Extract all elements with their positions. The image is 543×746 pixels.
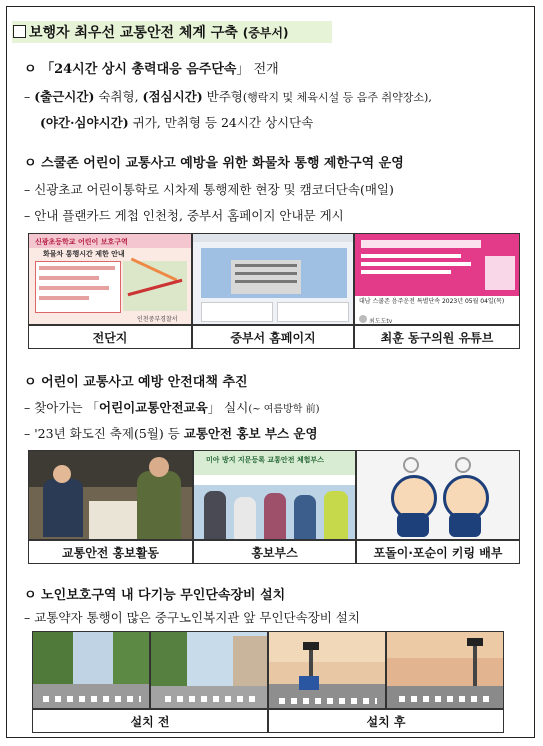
flyer-image: 신광초등학교 어린이 보호구역 화물차 통행시간 제한 안내 인천중부경찰서 — [28, 233, 192, 325]
section2-line2: – 안내 플랜카드 게첩 인천청, 중부서 홈페이지 안내문 게시 — [24, 208, 344, 223]
promo-booth-photo: 미아 방지 지문등록 교통안전 체험부스 — [193, 450, 356, 540]
keyring-photo — [356, 450, 520, 540]
caption-flyer: 전단지 — [28, 325, 192, 349]
section4-line1: – 교통약자 통행이 많은 중구노인복지관 앞 무인단속장비 설치 — [24, 610, 360, 625]
section3-line1: – 찾아가는 「어린이교통안전교육」 실시(~ 여름방학 前) — [24, 400, 320, 415]
before-photo-1 — [32, 631, 150, 709]
homepage-screenshot — [192, 233, 354, 325]
checkbox-square-icon — [13, 25, 26, 38]
section3-heading: ㅇ 어린이 교통사고 예방 안전대책 추진 — [24, 375, 248, 390]
section1-line2: (야간·심야시간) 귀가, 만취형 등 24시간 상시단속 — [40, 115, 314, 130]
section4-heading: ㅇ 노인보호구역 내 다기능 무인단속장비 설치 — [24, 588, 286, 603]
caption-youtube: 최훈 동구의원 유튜브 — [354, 325, 520, 349]
section1-line1: – (출근시간) 숙취형, (점심시간) 반주형(행락지 및 체육시설 등 음주 취약장소), — [24, 89, 432, 104]
before-photo-2 — [150, 631, 268, 709]
caption-homepage: 중부서 홈페이지 — [192, 325, 354, 349]
section2-heading: ㅇ 스쿨존 어린이 교통사고 예방을 위한 화물차 통행 제한구역 운영 — [24, 156, 404, 171]
section3-line2: – '23년 화도진 축제(5월) 등 교통안전 홍보 부스 운영 — [24, 426, 318, 441]
caption-keyring: 포돌이·포순이 키링 배부 — [356, 540, 520, 564]
section2-line1: – 신광초교 어린이통학로 시차제 통행제한 현장 및 캠코더단속(매일) — [24, 182, 394, 197]
youtube-screenshot: 대남 스쿨존 음주운전 특별단속 2023년 05월 04일(목) 최도도tv — [354, 233, 520, 325]
page-title: 보행자 최우선 교통안전 체계 구축 (중부서) — [29, 25, 289, 41]
promo-activity-photo — [28, 450, 193, 540]
after-photo-2 — [386, 631, 504, 709]
section1-heading: ㅇ 「24시간 상시 총력대응 음주단속」 전개 — [24, 62, 279, 77]
caption-booth: 홍보부스 — [193, 540, 356, 564]
department-label: (중부서) — [242, 26, 289, 40]
caption-before: 설치 전 — [32, 709, 268, 733]
caption-after: 설치 후 — [268, 709, 504, 733]
caption-promo-activity: 교통안전 홍보활동 — [28, 540, 193, 564]
after-photo-1 — [268, 631, 386, 709]
